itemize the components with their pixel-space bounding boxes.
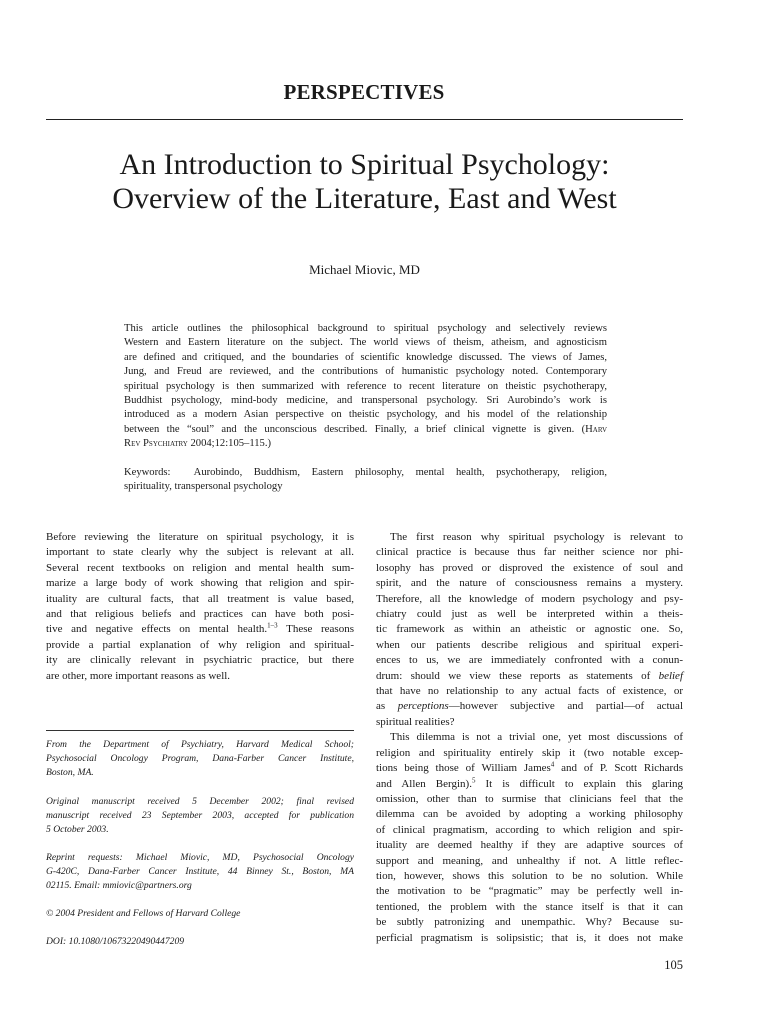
keywords-label: Keywords: [124,467,171,478]
body-text: tive and negative effects on mental health. [46,623,268,636]
body-line: religion and spirituality entirely skip it (two notable excep- [376,746,683,759]
footnote-line: Psychosocial Oncology Program, Dana-Farber Cancer Institute, [46,752,354,764]
body-text: as [376,700,398,713]
abstract-line: Western and Eastern literature on the subject. The world views of theism, atheism, and agnosticism [124,337,607,349]
title-line-1: An Introduction to Spiritual Psychology: [119,148,610,181]
body-line: tic framework as within an atheistic or agnostic one. So, [376,623,683,636]
body-line: ity are clinically relevant in psychiatric practice, but there [46,654,354,667]
body-text: and Allen Bergin). [376,777,472,790]
body-line: clinical practice is because thus far neither science nor phi- [376,546,683,559]
body-line: support and meaning, and unhealthy if not. A little reflec- [376,854,683,867]
footnote-line: © 2004 President and Fellows of Harvard College [46,908,241,919]
body-line: when our patients describe religious and spiritual experi- [376,638,683,651]
journal-citation: Harv [585,423,607,435]
left-column-body [46,530,354,684]
body-line: ituality are deemed healthy if they are adaptive sources of [376,839,683,852]
emphasis-text: belief [658,669,683,682]
body-line: tion, however, shows this solution to be no solution. While [376,869,683,882]
header-rule [46,119,683,120]
body-text: It is difficult to explain this glaring [475,777,683,790]
body-text: tions being those of William James [376,762,551,775]
body-text: —however subjective and partial—of actual [448,700,683,713]
abstract-line: This article outlines the philosophical background to spiritual psychology and selectively reviews [124,323,607,334]
author-line: Michael Miovic, MD [309,262,420,277]
title-line-2: Overview of the Literature, East and West [112,182,617,215]
body-line [376,761,683,776]
footnote-line: 5 October 2003. [46,823,109,835]
footnote-rule [46,730,354,731]
abstract-line-text: between the “soul” and the unconscious described. Finally, a brief clinical vignette is given. ( [124,423,586,435]
body-line: omission, other than to surmise that clinicians feel that the [376,792,683,805]
page-number: 105 [664,958,683,972]
body-line: the motivation to be “pragmatic” may be perfectly well in- [376,885,683,898]
body-line: marize a large body of work showing that religion and spir- [46,577,354,590]
body-line: perficial pragmatism is solipsistic; that is, it does not make [376,931,683,944]
article-title [46,148,683,216]
body-line: provide a partial explanation of why religion and spiritual- [46,638,354,651]
body-line [376,669,683,684]
footnote-received [46,795,354,836]
body-line [376,699,683,714]
footnote-line: DOI: 10.1080/10673220490447209 [46,936,185,947]
right-column-body [376,530,683,946]
footnote-line: 02115. Email: mmiovic@partners.org [46,879,192,891]
abstract-line: are defined and critiqued, and the boundaries of scientific knowledge discussed. The views of James, [124,351,607,363]
keywords-list: Aurobindo, Buddhism, Eastern philosophy, mental health, psychotherapy, religion, [193,467,608,478]
body-line: that have no relationship to any actual facts of existence, or [376,685,683,698]
body-line: and that religious beliefs and practices can have both posi- [46,608,354,621]
abstract [124,322,607,452]
body-text: drum: should we view these reports as statements of [376,669,659,682]
abstract-line: Jung, and Freud are reviewed, and the contributions of humanistic psychology noted. Contemporary [124,366,607,378]
abstract-line [124,437,607,451]
body-line: chiatry could just as well be interpreted within a theis- [376,608,683,621]
body-text: and of P. Scott Richards [554,762,683,775]
body-line: are other, more important reasons as well. [46,669,231,682]
body-line: important to state clearly why the subject is relevant at all. [46,546,354,559]
footnote-line: G-420C, Dana-Farber Cancer Institute, 44 Binney St., Boston, MA [46,865,354,877]
keywords-line: spirituality, transpersonal psychology [124,481,283,493]
keywords [124,466,607,495]
keywords-line [124,466,607,480]
footnote-reprint [46,851,354,892]
body-line [46,622,354,637]
body-line: spiritual realities? [376,715,455,728]
body-line: Several recent textbooks on religion and mental health sum- [46,561,354,574]
body-text: These reasons [277,623,354,636]
body-line: Therefore, all the knowledge of modern psychology and psy- [376,592,683,605]
body-line: losophy has proved or disproved the existence of soul and [376,561,683,574]
abstract-line [124,423,607,437]
body-line: be subtly patronizing and unempathic. Why? Because su- [376,916,683,929]
footnote-affiliation [46,738,354,779]
body-line: of clinical pragmatism, according to which religion and spir- [376,823,683,836]
body-line: The first reason why spiritual psychology is relevant to [390,531,683,543]
body-line [376,777,683,792]
body-line: ituality are cultural facts, that all treatment is value based, [46,592,354,605]
citation-superscript: 4 [550,760,555,769]
abstract-line: introduced as a modern Asian perspective on theistic psychology, and his model of the relationship [124,409,607,421]
body-line: Before reviewing the literature on spiritual psychology, it is [46,531,354,543]
emphasis-text: perceptions [397,700,449,713]
abstract-line: Buddhist psychology, mind-body medicine, and transpersonal psychology. Sri Aurobindo’s work is [124,395,607,407]
footnote-line: Boston, MA. [46,766,94,778]
citation-superscript: 5 [471,775,476,784]
footnote-line: manuscript received 23 September 2003, accepted for publication [46,809,354,821]
journal-citation: Rev Psychiatry [124,438,188,450]
body-line: This dilemma is not a trivial one, yet most discussions of [390,731,683,744]
body-line: tentioned, the problem with the stance itself is that it can [376,900,683,913]
footnote-copyright [46,907,354,921]
abstract-line: spiritual psychology is then summarized with reference to recent literature on theistic psychotherapy, [124,380,607,392]
body-line: spirit, and the nature of consciousness remains a mystery. [376,577,683,590]
section-label: PERSPECTIVES [283,80,445,104]
citation-superscript: 1–3 [267,621,278,630]
footnote-line: From the Department of Psychiatry, Harvard Medical School; [46,739,354,750]
footnote-line: Original manuscript received 5 December 2002; final revised [46,796,354,807]
body-line: dilemma can be avoided by adopting a working philosophy [376,808,683,821]
footnote-line: Reprint requests: Michael Miovic, MD, Psychosocial Oncology [46,852,354,863]
citation-detail: 2004;12:105–115.) [187,438,272,450]
body-line: ences to us, we are immediately confronted with a conun- [376,654,683,667]
footnote-doi [46,935,354,949]
